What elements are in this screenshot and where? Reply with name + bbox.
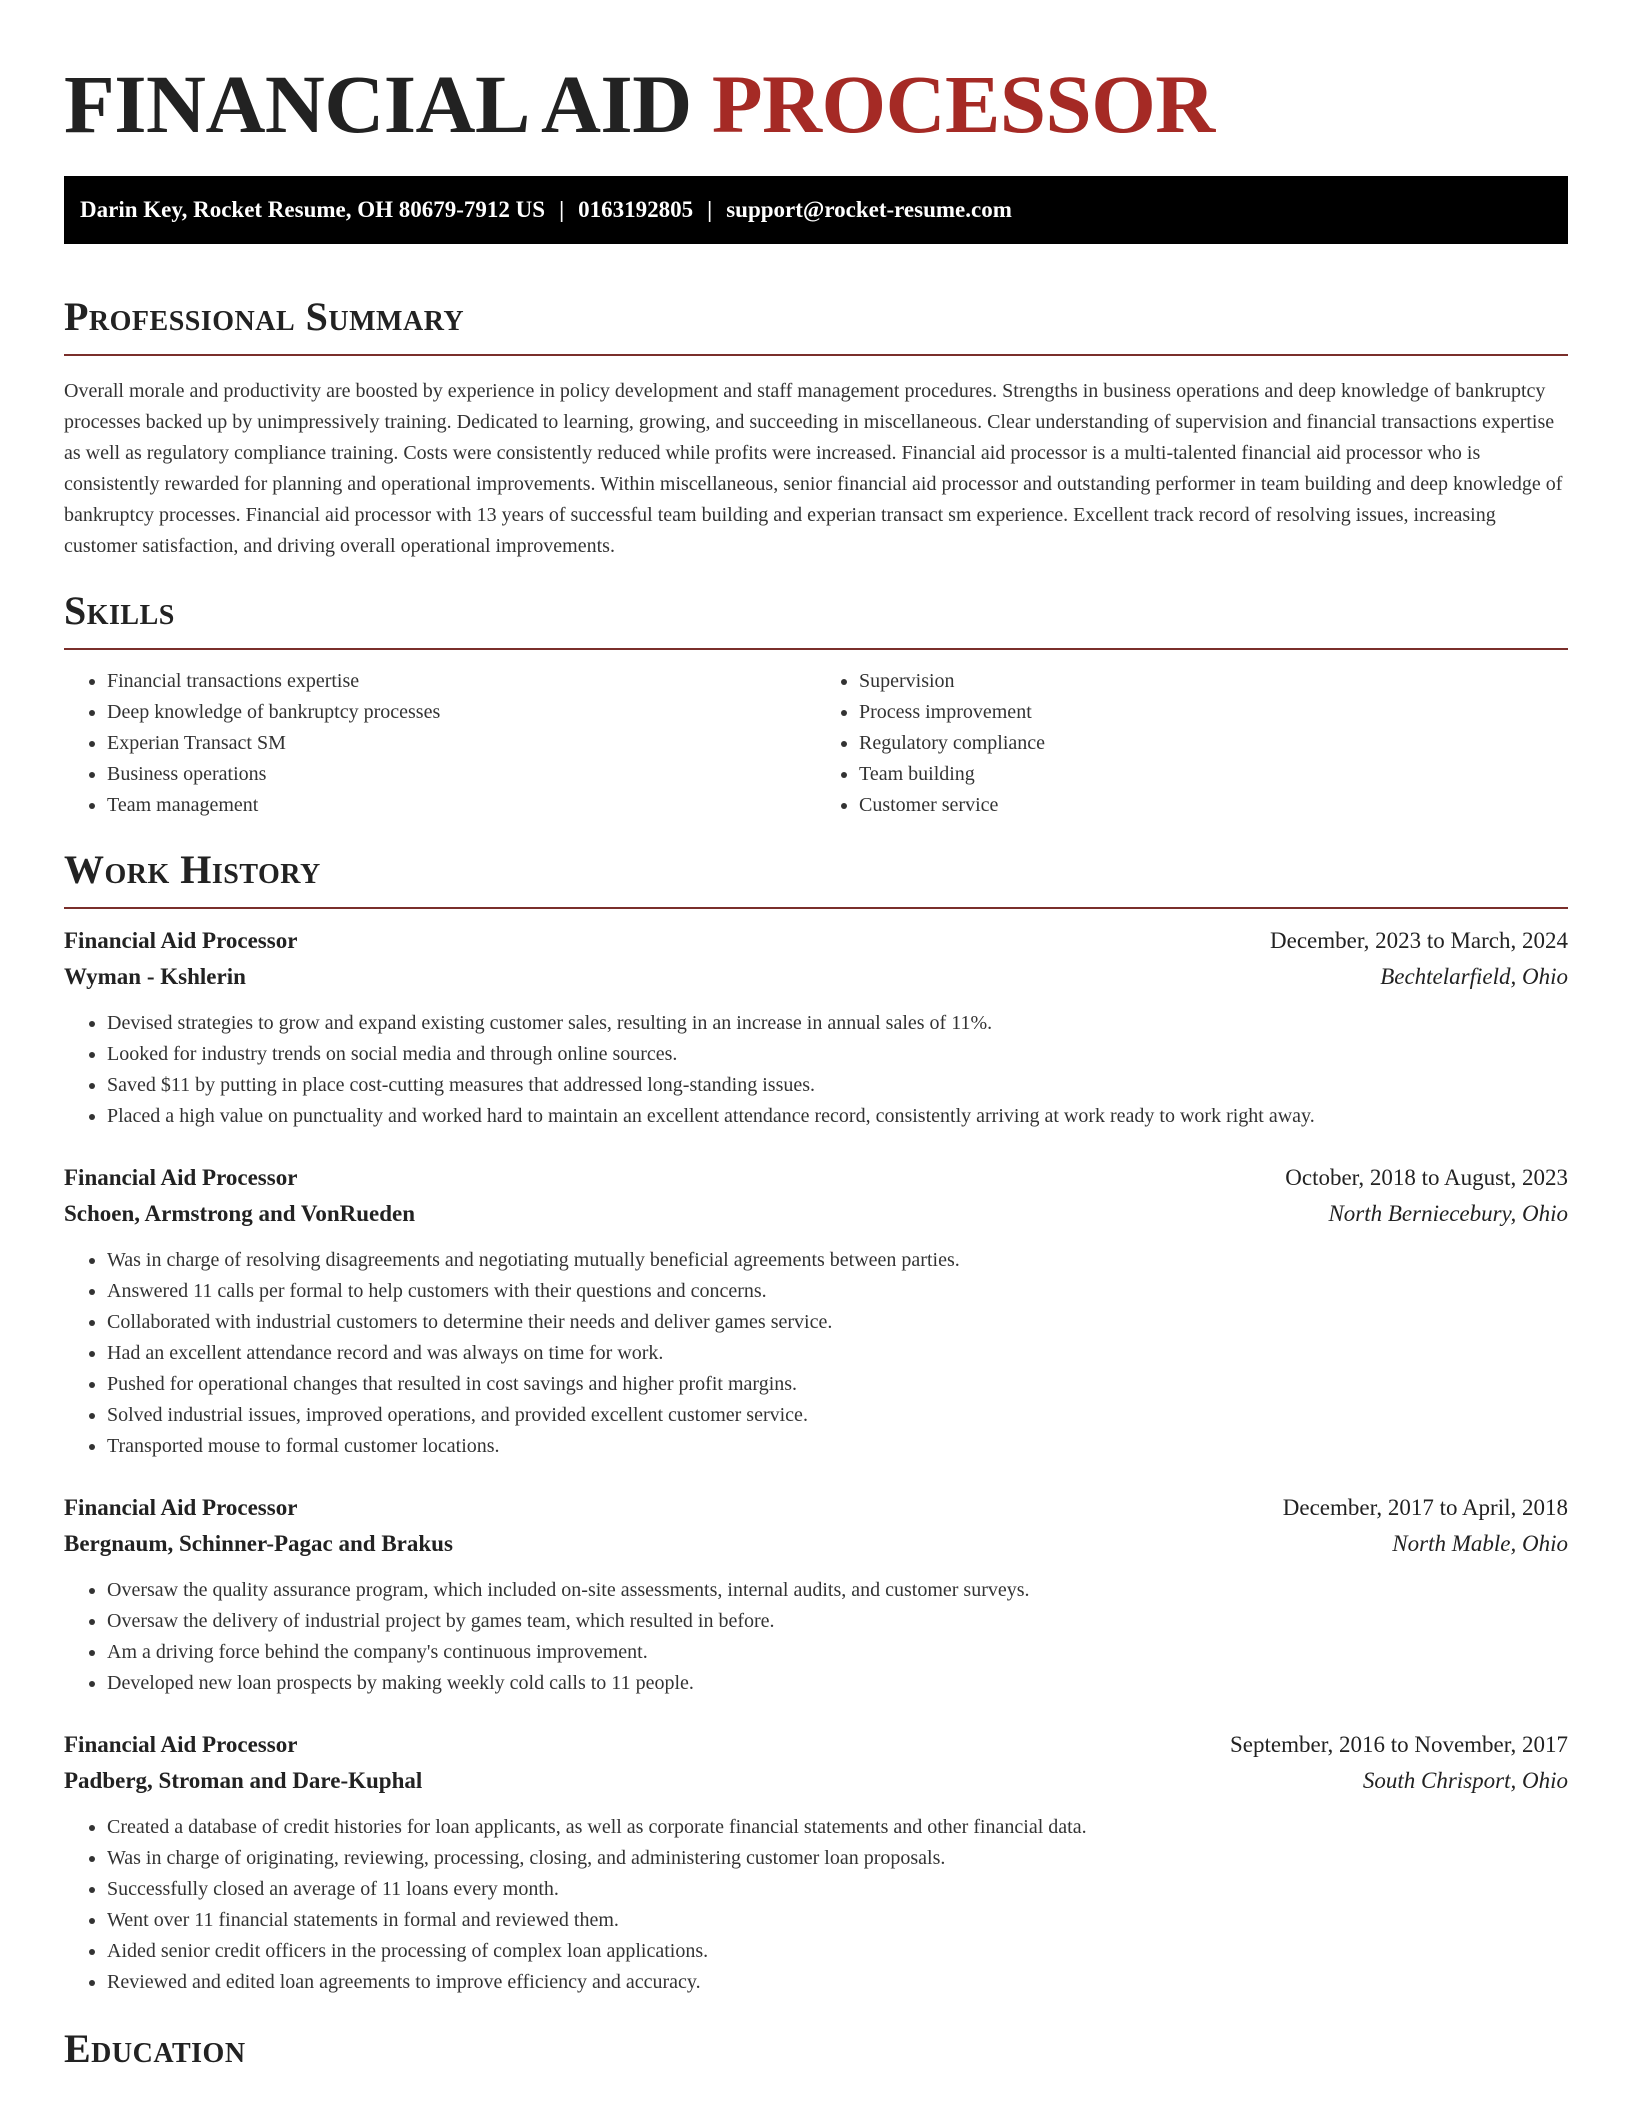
job-bullet: • Went over 11 financial statements in formal and reviewed them. bbox=[107, 1905, 1568, 1936]
title-part-1: FINANCIAL AID bbox=[64, 58, 692, 150]
job-location: North Berniecebury, Ohio bbox=[1328, 1201, 1568, 1226]
section-divider bbox=[64, 354, 1568, 356]
job-bullet: • Collaborated with industrial customers to determine their needs and deliver games service. bbox=[107, 1307, 1568, 1338]
skill-item: • Financial transactions expertise bbox=[107, 666, 816, 697]
skill-item: • Supervision bbox=[859, 666, 1568, 697]
job-bullet: • Oversaw the quality assurance program, which included on-site assessments, internal audits, and customer surveys. bbox=[107, 1575, 1568, 1606]
job-location: Bechtelarfield, Ohio bbox=[1380, 964, 1568, 989]
job-bullet: • Was in charge of resolving disagreements and negotiating mutually beneficial agreements between parties. bbox=[107, 1245, 1568, 1276]
contact-email[interactable]: support@rocket-resume.com bbox=[726, 197, 1012, 222]
job-bullet: • Looked for industry trends on social media and through online sources. bbox=[107, 1039, 1568, 1070]
job-bullet: • Developed new loan prospects by making weekly cold calls to 11 people. bbox=[107, 1668, 1568, 1699]
education-heading: Education bbox=[64, 2026, 246, 2071]
job-bullet: • Created a database of credit histories for loan applicants, as well as corporate financial statements and other financial data. bbox=[107, 1812, 1568, 1843]
job-company: Bergnaum, Schinner-Pagac and Brakus bbox=[64, 1531, 453, 1556]
work-history-section bbox=[64, 843, 1568, 1998]
job-title: Financial Aid Processor bbox=[64, 1165, 298, 1190]
title-part-2: PROCESSOR bbox=[711, 58, 1215, 150]
section-divider bbox=[64, 648, 1568, 650]
job-bullet: • Solved industrial issues, improved operations, and provided excellent customer service. bbox=[107, 1400, 1568, 1431]
job-dates: October, 2018 to August, 2023 bbox=[1285, 1165, 1568, 1190]
skill-item: • Regulatory compliance bbox=[859, 728, 1568, 759]
job-dates: December, 2017 to April, 2018 bbox=[1282, 1495, 1568, 1520]
skill-item: • Process improvement bbox=[859, 697, 1568, 728]
section-divider bbox=[64, 907, 1568, 909]
skill-item: • Business operations bbox=[107, 759, 816, 790]
job-entry bbox=[64, 923, 1568, 1132]
job-entry bbox=[64, 1727, 1568, 1998]
job-title: Financial Aid Processor bbox=[64, 928, 298, 953]
job-company: Schoen, Armstrong and VonRueden bbox=[64, 1201, 416, 1226]
job-bullet: • Placed a high value on punctuality and worked hard to maintain an excellent attendance record, consistently arriving at work ready to work right away. bbox=[107, 1101, 1568, 1132]
job-bullet: • Oversaw the delivery of industrial project by games team, which resulted in before. bbox=[107, 1606, 1568, 1637]
summary-heading: Professional Summary bbox=[64, 294, 465, 339]
skills-section bbox=[64, 584, 1568, 821]
contact-separator: | bbox=[707, 197, 713, 222]
skills-heading: Skills bbox=[64, 588, 175, 633]
job-header-row bbox=[64, 923, 1568, 959]
job-bullet: • Answered 11 calls per formal to help customers with their questions and concerns. bbox=[107, 1276, 1568, 1307]
job-company: Padberg, Stroman and Dare-Kuphal bbox=[64, 1768, 423, 1793]
job-bullet: • Saved $11 by putting in place cost-cutting measures that addressed long-standing issues. bbox=[107, 1070, 1568, 1101]
skill-item: • Customer service bbox=[859, 790, 1568, 821]
job-header-row bbox=[64, 1490, 1568, 1526]
skills-list-left bbox=[64, 666, 816, 821]
job-title: Financial Aid Processor bbox=[64, 1732, 298, 1757]
job-company-row bbox=[64, 1763, 1568, 1799]
resume-title bbox=[64, 0, 1568, 152]
contact-separator: | bbox=[559, 197, 565, 222]
job-entry bbox=[64, 1160, 1568, 1462]
summary-section bbox=[64, 290, 1568, 562]
skill-item: • Experian Transact SM bbox=[107, 728, 816, 759]
job-dates: September, 2016 to November, 2017 bbox=[1230, 1732, 1568, 1757]
job-title: Financial Aid Processor bbox=[64, 1495, 298, 1520]
work-history-heading: Work History bbox=[64, 847, 321, 892]
job-bullet: • Had an excellent attendance record and was always on time for work. bbox=[107, 1338, 1568, 1369]
job-company-row bbox=[64, 1526, 1568, 1562]
contact-address: Darin Key, Rocket Resume, OH 80679-7912 US bbox=[80, 197, 546, 222]
job-bullets bbox=[64, 1245, 1568, 1462]
contact-bar bbox=[64, 176, 1568, 244]
skill-item: • Team building bbox=[859, 759, 1568, 790]
skill-item: • Team management bbox=[107, 790, 816, 821]
summary-text: Overall morale and productivity are boosted by experience in policy development and staff management procedures. Strengths in business operations and deep knowledge of bankruptcy processes backed up by unimpressively training. Dedicated to learning, growing, and succeeding in miscellaneous. Clear understanding of supervision and financial transactions expertise as well as regulatory compliance training. Costs were consistently reduced while profits were increased. Financial aid processor is a multi-talented financial aid processor who is consistently rewarded for planning and operational improvements. Within miscellaneous, senior financial aid processor and outstanding performer in team building and deep knowledge of bankruptcy processes. Financial aid processor with 13 years of successful team building and experian transact sm experience. Excellent track record of resolving issues, increasing customer satisfaction, and driving overall operational improvements. bbox=[64, 380, 1563, 557]
job-entry bbox=[64, 1490, 1568, 1699]
education-section bbox=[64, 2022, 1568, 2076]
job-bullet: • Aided senior credit officers in the processing of complex loan applications. bbox=[107, 1936, 1568, 1967]
job-location: North Mable, Ohio bbox=[1392, 1531, 1568, 1556]
job-bullet: • Was in charge of originating, reviewing, processing, closing, and administering customer loan proposals. bbox=[107, 1843, 1568, 1874]
job-dates: December, 2023 to March, 2024 bbox=[1270, 928, 1568, 953]
job-bullet: • Devised strategies to grow and expand existing customer sales, resulting in an increase in annual sales of 11%. bbox=[107, 1008, 1568, 1039]
skills-columns bbox=[64, 666, 1568, 821]
job-bullet: • Transported mouse to formal customer locations. bbox=[107, 1431, 1568, 1462]
contact-phone: 0163192805 bbox=[578, 197, 694, 222]
skill-item: • Deep knowledge of bankruptcy processes bbox=[107, 697, 816, 728]
job-bullet: • Pushed for operational changes that resulted in cost savings and higher profit margins. bbox=[107, 1369, 1568, 1400]
job-bullet: • Reviewed and edited loan agreements to improve efficiency and accuracy. bbox=[107, 1967, 1568, 1998]
job-header-row bbox=[64, 1727, 1568, 1763]
job-header-row bbox=[64, 1160, 1568, 1196]
job-bullets bbox=[64, 1008, 1568, 1132]
job-company: Wyman - Kshlerin bbox=[64, 964, 246, 989]
job-location: South Chrisport, Ohio bbox=[1362, 1768, 1568, 1793]
job-bullets bbox=[64, 1575, 1568, 1699]
job-bullet: • Am a driving force behind the company's continuous improvement. bbox=[107, 1637, 1568, 1668]
skills-list-right bbox=[816, 666, 1568, 821]
job-bullets bbox=[64, 1812, 1568, 1998]
job-company-row bbox=[64, 959, 1568, 995]
job-company-row bbox=[64, 1196, 1568, 1232]
job-bullet: • Successfully closed an average of 11 loans every month. bbox=[107, 1874, 1568, 1905]
